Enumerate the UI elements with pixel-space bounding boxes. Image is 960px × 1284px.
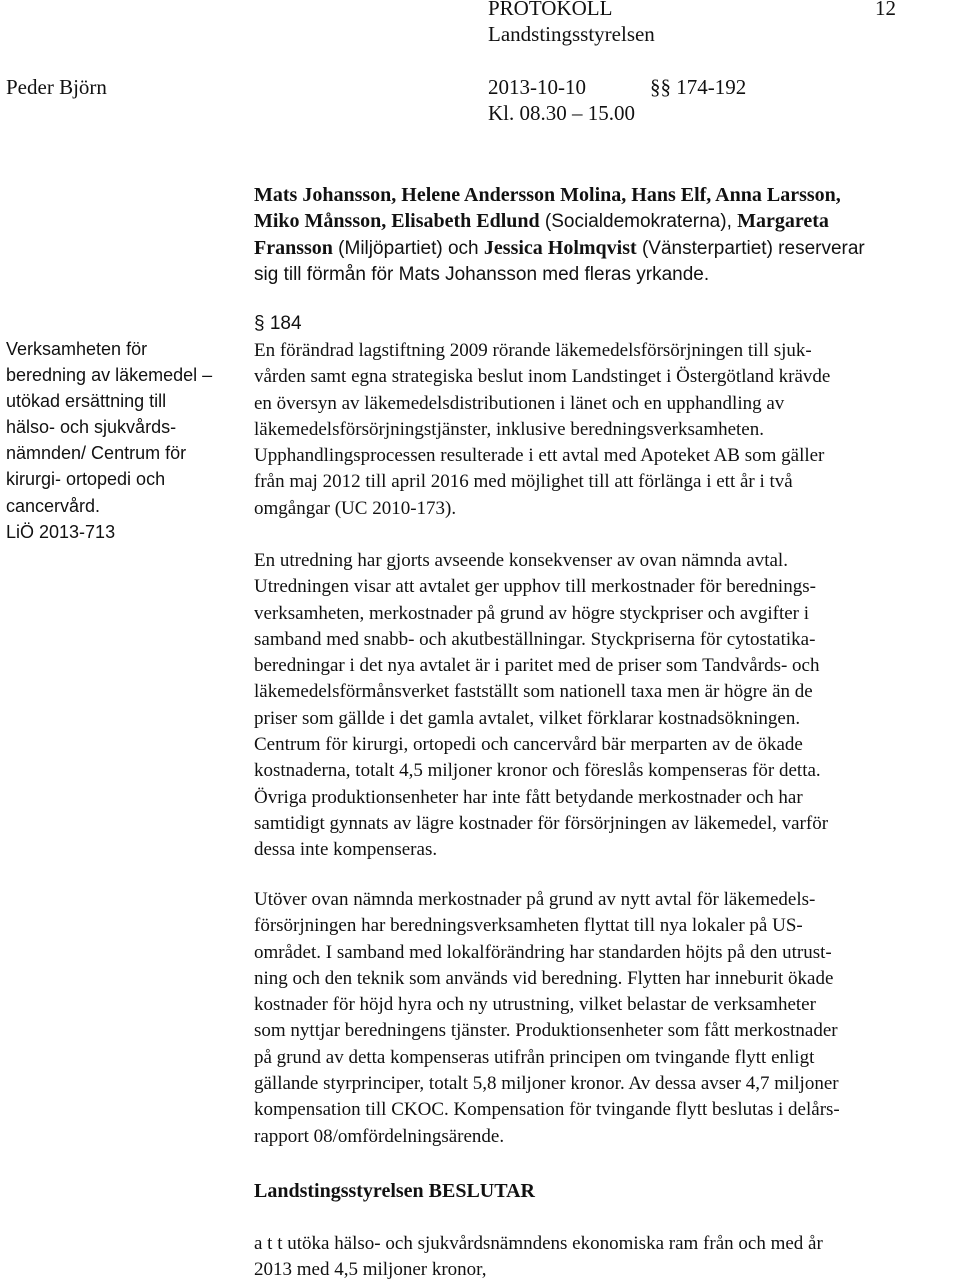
body-paragraph [254, 887, 840, 1150]
paragraph-line: vården samt egna strategiska beslut inom Landstinget i Östergötland krävde [254, 366, 831, 388]
paragraph-line: omgångar (UC 2010-173). [254, 497, 457, 519]
margin-heading-line: hälso- och sjukvårds- [6, 417, 177, 438]
paragraph-range: §§ 174-192 [650, 75, 747, 99]
paragraph-line: som nyttjar beredningens tjänster. Produktionsenheter som fått merkostnader [254, 1020, 838, 1042]
paragraph-line: En utredning har gjorts avseende konsekvenser av ovan nämnda avtal. [254, 550, 788, 571]
margin-heading-line: cancervård. [6, 495, 101, 516]
reservation-line: sig till förmån för Mats Johansson med fleras yrkande. [254, 264, 710, 285]
margin-heading [6, 336, 212, 545]
paragraph-line: beredningar i det nya avtalet är i paritet med de priser som Tandvårds- och [254, 655, 820, 677]
reservation-line: Miko Månsson, Elisabeth Edlund (Socialdemokraterna), Margareta [254, 210, 829, 232]
paragraph-line: Övriga produktionsenheter har inte fått betydande merkostnader och har [254, 786, 803, 808]
paragraph-line: från maj 2012 till april 2016 med möjlighet till att förlänga i ett år i två [254, 471, 793, 493]
paragraph-line: ning och den teknik som används vid beredning. Flytten har inneburit ökade [254, 967, 834, 989]
margin-heading-line: beredning av läkemedel – [6, 365, 213, 386]
decision-text [254, 1231, 823, 1284]
paragraph-line: området. I samband med lokalförändring har standarden höjts på den utrust- [254, 941, 832, 963]
body-paragraph [254, 338, 830, 522]
paragraph-line: Upphandlingsprocessen resulterade i ett avtal med Apoteket AB som gäller [254, 445, 825, 467]
paragraph-line: En förändrad lagstiftning 2009 rörande läkemedelsförsörjningen till sjuk- [254, 340, 812, 361]
paragraph-line: kostnaderna, totalt 4,5 miljoner kronor och föreslås kompenseras för detta. [254, 760, 821, 782]
paragraph-line: en översyn av läkemedelsdistributionen i länet och en upphandling av [254, 392, 785, 414]
decision-line: 2013 med 4,5 miljoner kronor, [254, 1259, 487, 1281]
paragraph-line: på grund av detta kompenseras utifrån principen om tvingande flytt enligt [254, 1046, 815, 1068]
decision-line: a t t utöka hälso- och sjukvårdsnämndens ekonomiska ram från och med år [254, 1233, 823, 1254]
margin-heading-line: nämnden/ Centrum för [6, 443, 187, 464]
reservation-line: Fransson (Miljöpartiet) och Jessica Holmqvist (Vänsterpartiet) reserverar [254, 237, 865, 259]
paragraph-line: försörjningen har beredningsverksamheten flyttat till nya lokaler på US- [254, 915, 803, 937]
paragraph-line: läkemedelsförsörjningstjänster, inklusive beredningsverksamheten. [254, 418, 764, 440]
margin-heading-line: kirurgi- ortopedi och [6, 469, 166, 490]
paragraph-line: verksamheten, merkostnader på grund av högre styckpriser och avgifter i [254, 602, 810, 624]
body-paragraph [254, 548, 828, 864]
organization-name: Landstingsstyrelsen [488, 22, 655, 46]
paragraph-line: Centrum för kirurgi, ortopedi och cancervård bär merparten av de ökade [254, 734, 803, 756]
paragraph-line: kostnader för höjd hyra och ny utrustning, vilket belastar de verksamheter [254, 994, 816, 1016]
author-name: Peder Björn [6, 75, 107, 99]
paragraph-line: dessa inte kompenseras. [254, 839, 438, 861]
paragraph-line: läkemedelsförmånsverket fastställt som nationell taxa men är högre än de [254, 681, 813, 703]
paragraph-line: rapport 08/omfördelningsärende. [254, 1125, 505, 1147]
page-number: 12 [875, 0, 896, 20]
reservation-line: Mats Johansson, Helene Andersson Molina, Hans Elf, Anna Larsson, [254, 184, 841, 206]
paragraph-line: gällande styrprinciper, totalt 5,8 miljoner kronor. Av dessa avser 4,7 miljoner [254, 1073, 839, 1095]
case-reference: LiÖ 2013-713 [6, 521, 116, 542]
margin-heading-line: Verksamheten för [6, 339, 148, 359]
document-type: PROTOKOLL [488, 0, 613, 20]
paragraph-line: Utöver ovan nämnda merkostnader på grund av nytt avtal för läkemedels- [254, 889, 816, 910]
reservation-paragraph [254, 182, 865, 288]
paragraph-line: samtidigt gynnats av lägre kostnader för försörjningen av läkemedel, varför [254, 812, 829, 834]
decision-heading: Landstingsstyrelsen BESLUTAR [254, 1180, 535, 1202]
paragraph-line: kompensation till CKOC. Kompensation för tvingande flytt beslutas i delårs- [254, 1099, 840, 1121]
meeting-time: Kl. 08.30 – 15.00 [488, 101, 635, 125]
margin-heading-line: utökad ersättning till [6, 391, 167, 412]
paragraph-line: samband med snabb- och akutbeställningar. Styckpriserna för cytostatika- [254, 628, 816, 650]
meeting-date: 2013-10-10 [488, 75, 586, 99]
paragraph-line: Utredningen visar att avtalet ger upphov till merkostnader för berednings- [254, 576, 816, 598]
section-number: § 184 [254, 313, 302, 334]
paragraph-line: priser som gällde i det gamla avtalet, vilket förklarar kostnadsökningen. [254, 707, 801, 729]
